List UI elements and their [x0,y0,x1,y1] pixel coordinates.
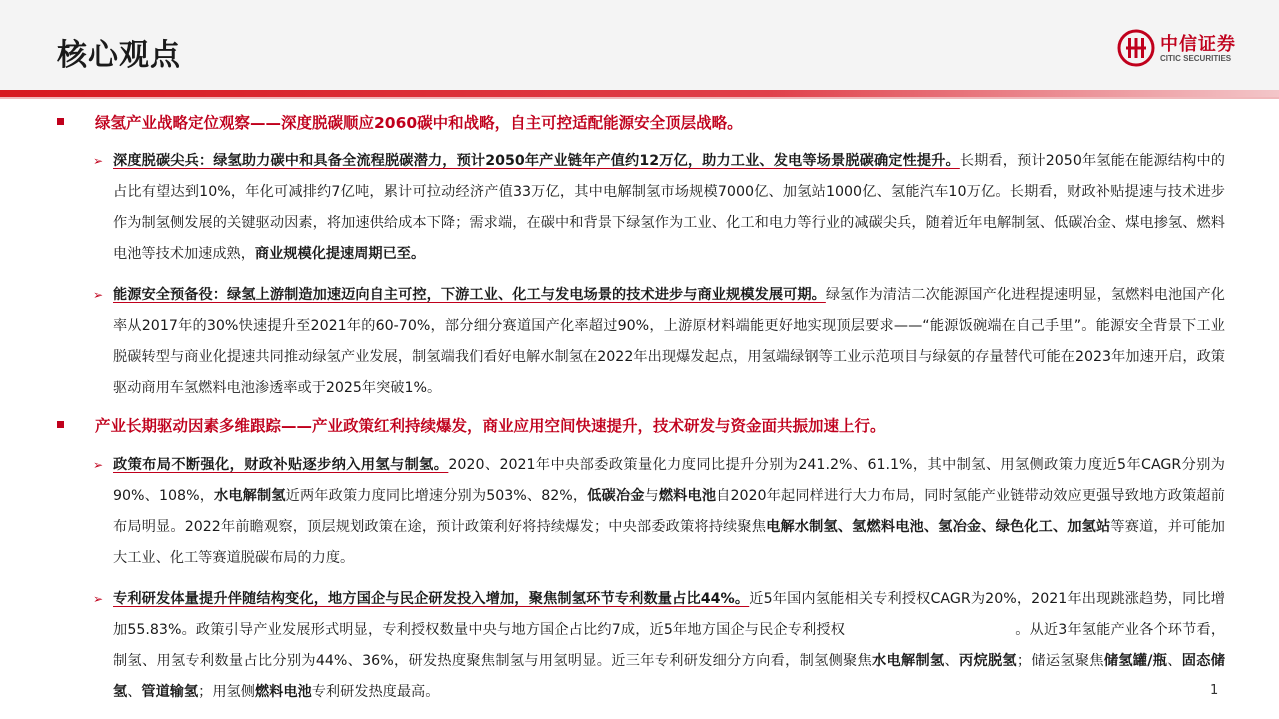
square-bullet-icon [57,118,64,125]
square-bullet-icon [57,421,64,428]
arrow-bullet-icon: ➢ [93,288,104,302]
logo-chinese-name: 中信证券 [1160,34,1236,55]
bullet-lead: 能源安全预备役：绿氢上游制造加速迈向自主可控，下游工业、化工与发电场景的技术进步与商业规模发展可期。 [113,287,826,303]
bullet-paragraph [93,146,1225,270]
bullet-paragraph [93,280,1225,404]
bullet-body: 长期看，预计2050年氢能在能源结构中的占比有望达到10%，年化可减排约7亿吨，累计可拉动经济产值33万亿，其中电解制氢市场规模7000亿、加氢站1000亿、氢能汽车10万亿。长期看，财政补贴提速与技术进步作为制氢侧发展的关键驱动因素，将加速供给成本下降；需求端，在碳中和背景下绿氢作为工业、化工和电力等行业的减碳尖兵，随着近年电解制氢、低碳冶金、煤电掺氢、燃料电池等技术加速成熟， [113,153,1225,262]
page-title: 核心观点 [57,38,181,73]
logo-english-name: CITIC SECURITIES [1160,54,1232,63]
bullet-lead: 深度脱碳尖兵：绿氢助力碳中和具备全流程脱碳潜力，预计2050年产业链年产值约12万亿，助力工业、发电等场景脱碳确定性提升。 [113,153,960,169]
arrow-bullet-icon: ➢ [93,458,104,472]
citic-emblem-icon [1116,28,1156,68]
page-header [0,0,1279,90]
bullet-lead: 政策布局不断强化，财政补贴逐步纳入用氢与制氢。 [113,457,449,473]
bullet-lead: 专利研发体量提升伴随结构变化，地方国企与民企研发投入增加，聚焦制氢环节专利数量占比44%。 [113,591,750,607]
bullet-tail: 商业规模化提速周期已至。 [254,246,426,262]
section-heading-1: 绿氢产业战略定位观察——深度脱碳顺应2060碳中和战略，自主可控适配能源安全顶层战略。 [57,111,743,133]
arrow-bullet-icon: ➢ [93,154,104,168]
page-number: 1 [1210,683,1219,698]
header-accent-bar [0,90,1279,97]
header-accent-line [0,97,1279,99]
bullet-paragraph: ➢ 政策布局不断强化，财政补贴逐步纳入用氢与制氢。2020、2021年中央部委政策量化力度同比提升分别为241.2%、61.1%，其中制氢、用氢侧政策力度近5年CAGR分别为90%、108%，水电解制氢近两年政策力度同比增速分别为503%、82%，低碳冶金与燃料电池自2020年起同样进行大力布局，同时氢能产业链带动效应更强导致地方政策超前布局明显。2022年前瞻观察，顶层规划政策在途，预计政策利好将持续爆发；中央部委政策将持续聚焦电解水制氢、氢燃料电池、氢冶金、绿色化工、加氢站等赛道，并可能加大工业、化工等赛道脱碳布局的力度。 [113,450,1225,574]
arrow-bullet-icon: ➢ [93,592,104,606]
section-heading-2: 产业长期驱动因素多维跟踪——产业政策红利持续爆发，商业应用空间快速提升，技术研发与资金面共振加速上行。 [57,414,886,436]
bullet-body: 绿氢作为清洁二次能源国产化进程提速明显，氢燃料电池国产化率从2017年的30%快速提升至2021年的60-70%，部分细分赛道国产化率超过90%，上游原材料端能更好地实现顶层要求——“能源饭碗端在自己手里”。能源安全背景下工业脱碳转型与商业化提速共同推动绿氢产业发展，制氢端我们看好电解水制氢在2022年出现爆发起点，用氢端绿钢等工业示范项目与绿氨的存量替代可能在2023年加速开启，政策驱动商用车氢燃料电池渗透率或于2025年突破1%。 [113,287,1225,396]
citic-logo [1116,28,1256,68]
bullet-paragraph: ➢ 专利研发体量提升伴随结构变化，地方国企与民企研发投入增加，聚焦制氢环节专利数量占比44%。近5年国内氢能相关专利授权CAGR为20%，2021年出现跳涨趋势，同比增加55.83%。政策引导产业发展形式明显，专利授权数量中央与地方国企占比约7成，近5年地方国企与民企专利授权 。从近3年氢能产业各个环节看，制氢、用氢专利数量占比分别为44%、36%，研发热度聚焦制氢与用氢明显。近三年专利研发细分方向看，制氢侧聚焦水电解制氢、丙烷脱氢；储运氢聚焦储氢罐/瓶、固态储氢、管道输氢；用氢侧燃料电池专利研发热度最高。 [113,584,1225,708]
